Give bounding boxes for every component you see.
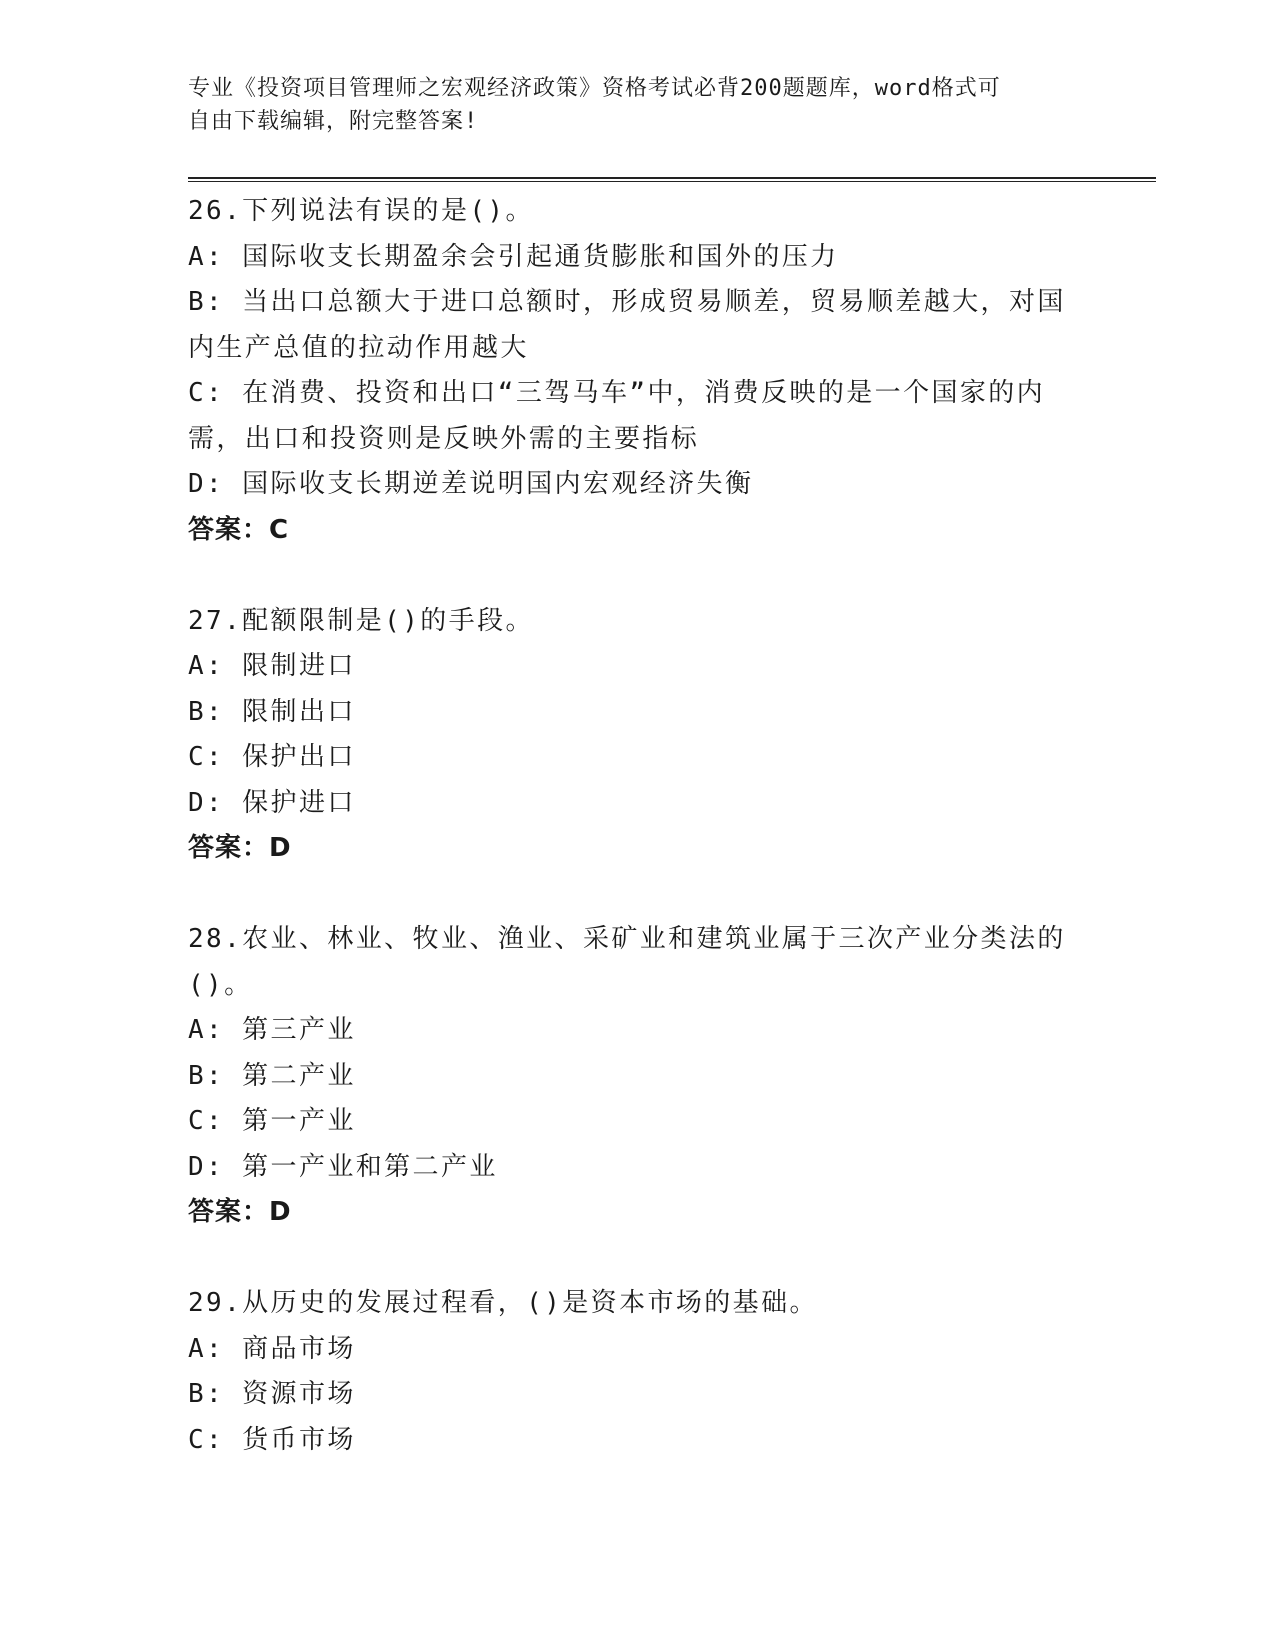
answer-option: A: 商品市场 [188, 1333, 356, 1364]
answer-option: C: 在消费、投资和出口“三驾马车”中，消费反映的是一个国家的内 [188, 378, 1046, 408]
answer-option: 需，出口和投资则是反映外需的主要指标 [188, 423, 700, 454]
answer-option: B: 第二产业 [188, 1060, 356, 1091]
answer-key: 答案：D [188, 833, 292, 863]
answer-option: D: 国际收支长期逆差说明国内宏观经济失衡 [188, 469, 754, 499]
answer-option: 内生产总值的拉动作用越大 [188, 332, 529, 363]
header-line: 自由下载编辑，附完整答案! [188, 109, 479, 134]
question-stem: 29.从历史的发展过程看，()是资本市场的基础。 [188, 1288, 818, 1318]
header-line: 专业《投资项目管理师之宏观经济政策》资格考试必背200题题库，word格式可 [188, 76, 1001, 101]
question-stem: 27.配额限制是()的手段。 [188, 605, 534, 636]
answer-option: B: 限制出口 [188, 696, 356, 727]
question-stem: 28.农业、林业、牧业、渔业、采矿业和建筑业属于三次产业分类法的 [188, 924, 1066, 954]
answer-option: D: 第一产业和第二产业 [188, 1151, 498, 1182]
question-list [188, 189, 1068, 1509]
answer-option: D: 保护进口 [188, 787, 356, 818]
answer-option: A: 限制进口 [188, 651, 356, 681]
answer-option: C: 货币市场 [188, 1424, 356, 1455]
answer-key: 答案：C [188, 514, 290, 545]
question-block [188, 599, 1068, 872]
answer-option: B: 当出口总额大于进口总额时，形成贸易顺差，贸易顺差越大，对国 [188, 287, 1066, 317]
answer-option: C: 保护出口 [188, 742, 356, 772]
answer-option: B: 资源市场 [188, 1379, 356, 1409]
question-stem: 26.下列说法有误的是()。 [188, 196, 534, 226]
question-block [188, 1281, 1068, 1463]
question-block [188, 189, 1068, 553]
question-stem: ()。 [188, 969, 253, 1000]
answer-option: C: 第一产业 [188, 1106, 356, 1136]
header-divider [188, 177, 1156, 182]
answer-option: A: 第三产业 [188, 1015, 356, 1045]
answer-key: 答案：D [188, 1197, 292, 1227]
question-block [188, 917, 1068, 1236]
answer-option: A: 国际收支长期盈余会引起通货膨胀和国外的压力 [188, 241, 839, 272]
document-header [188, 72, 1068, 138]
